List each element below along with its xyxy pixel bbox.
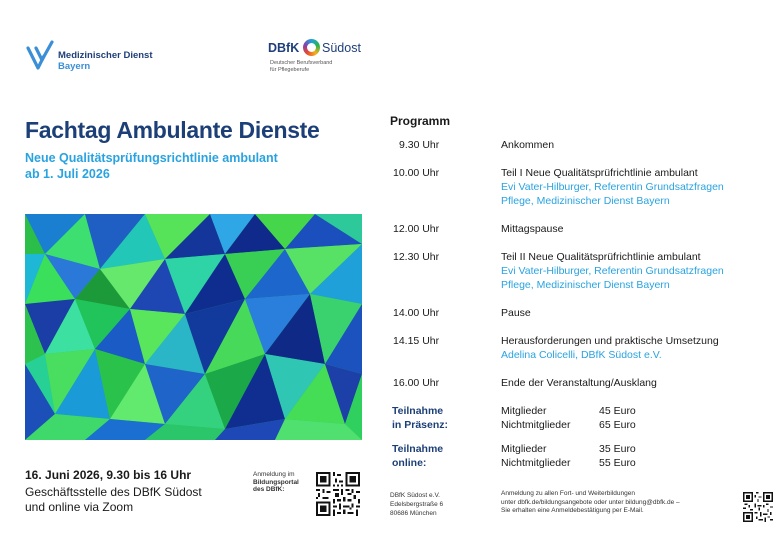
organizer-address — [390, 491, 443, 518]
reg-label-line3: des DBfK: — [253, 486, 285, 493]
reg-info-line2: unter dbfk.de/bildungsangebote oder unter bildung@dbfk.de – — [501, 498, 680, 506]
program-time-6: 14.15 Uhr — [393, 335, 440, 347]
program-item-3 — [501, 222, 771, 236]
reg-label-line1: Anmeldung im — [253, 471, 295, 478]
fee-nonmembers-label: Nichtmitglieder — [501, 457, 571, 469]
fee-presence-heading — [392, 404, 448, 432]
registration-qr-code[interactable] — [316, 471, 360, 517]
program-item-2 — [501, 166, 771, 208]
fee-members-label: Mitglieder — [501, 443, 547, 455]
website-qr-code[interactable] — [743, 492, 773, 522]
dbfk-sub-line2: für Pflegeberufe — [270, 66, 310, 73]
address-line2: Edelsbergstraße 6 — [390, 501, 444, 508]
program-item-title: Herausforderungen und praktische Umsetzung — [501, 335, 719, 347]
program-time-7: 16.00 Uhr — [393, 377, 440, 389]
dbfk-logo-name: DBfK — [268, 41, 300, 55]
program-heading: Programm — [390, 114, 451, 128]
md-logo-line1: Medizinischer Dienst — [58, 50, 153, 61]
fee-nonmembers-label: Nichtmitglieder — [501, 419, 571, 431]
program-time-3: 12.00 Uhr — [393, 223, 440, 235]
dbfk-logo-region: Südost — [322, 41, 361, 55]
dbfk-ring-icon — [303, 39, 320, 56]
program-item-speaker: Pflege, Medizinischer Dienst Bayern — [501, 279, 670, 291]
registration-portal-label — [253, 471, 313, 494]
program-item-speaker: Pflege, Medizinischer Dienst Bayern — [501, 195, 670, 207]
program-item-speaker: Adelina Colicelli, DBfK Südost e.V. — [501, 349, 662, 361]
fee-members-label: Mitglieder — [501, 405, 547, 417]
event-location — [25, 485, 245, 515]
dbfk-sub-line1: Deutscher Berufsverband — [270, 60, 333, 66]
reg-info-line1: Anmeldung zu allen Fort- und Weiterbildungen — [501, 490, 635, 497]
medizinischer-dienst-logo-text — [58, 50, 153, 72]
program-time-1: 9.30 Uhr — [399, 139, 440, 151]
fee-presence-labels — [501, 404, 570, 432]
md-logo-line2: Bayern — [58, 61, 91, 72]
program-time-4: 12.30 Uhr — [393, 251, 440, 263]
fee-presence-member-price: 45 Euro — [599, 405, 636, 417]
polygon-mosaic-image — [25, 214, 362, 440]
program-item-title: Ende der Veranstaltung/Ausklang — [501, 377, 657, 389]
location-line1: Geschäftsstelle des DBfK Südost — [25, 485, 202, 499]
address-line3: 80686 München — [390, 510, 437, 517]
dbfk-logo-subtitle — [270, 60, 332, 73]
reg-info-line3: Sie erhalten eine Anmeldebestätigung per E-Mail. — [501, 507, 644, 514]
fee-presence-heading-line1: Teilnahme — [392, 405, 444, 417]
fee-online-prices — [599, 442, 636, 470]
fee-presence-prices — [599, 404, 636, 432]
event-title: Fachtag Ambulante Dienste — [25, 117, 320, 143]
program-time-2: 10.00 Uhr — [393, 167, 440, 179]
program-item-5 — [501, 306, 771, 320]
event-subtitle — [25, 151, 345, 182]
fee-online-labels — [501, 442, 570, 470]
event-date: 16. Juni 2026, 9.30 bis 16 Uhr — [25, 468, 192, 482]
fee-presence-heading-line2: in Präsenz: — [392, 419, 449, 431]
subtitle-line2: ab 1. Juli 2026 — [25, 166, 110, 181]
program-item-7 — [501, 376, 771, 390]
address-line1: DBfK Südost e.V. — [390, 492, 440, 499]
fee-online-heading — [392, 442, 443, 470]
program-item-1 — [501, 138, 771, 152]
program-item-title: Pause — [501, 307, 531, 319]
fee-presence-nonmember-price: 65 Euro — [599, 419, 636, 431]
program-item-4 — [501, 250, 771, 292]
fee-online-heading-line1: Teilnahme — [392, 443, 444, 455]
program-item-title: Mittagspause — [501, 223, 564, 235]
fee-online-nonmember-price: 55 Euro — [599, 457, 636, 469]
fee-online-member-price: 35 Euro — [599, 443, 636, 455]
program-item-6 — [501, 334, 771, 362]
program-time-5: 14.00 Uhr — [393, 307, 440, 319]
location-line2: und online via Zoom — [25, 500, 134, 514]
reg-label-line2: Bildungsportal — [253, 478, 299, 486]
program-item-speaker: Evi Vater-Hilburger, Referentin Grundsatzfragen — [501, 265, 724, 277]
registration-info — [501, 490, 736, 516]
subtitle-line1: Neue Qualitätsprüfungsrichtlinie ambulant — [25, 151, 278, 165]
program-item-title: Teil II Neue Qualitätsprüfrichtlinie ambulant — [501, 251, 701, 263]
program-item-title: Ankommen — [501, 139, 555, 151]
program-item-speaker: Evi Vater-Hilburger, Referentin Grundsatzfragen — [501, 181, 724, 193]
fee-online-heading-line2: online: — [392, 457, 427, 469]
program-item-title: Teil I Neue Qualitätsprüfrichtlinie ambulant — [501, 167, 698, 179]
